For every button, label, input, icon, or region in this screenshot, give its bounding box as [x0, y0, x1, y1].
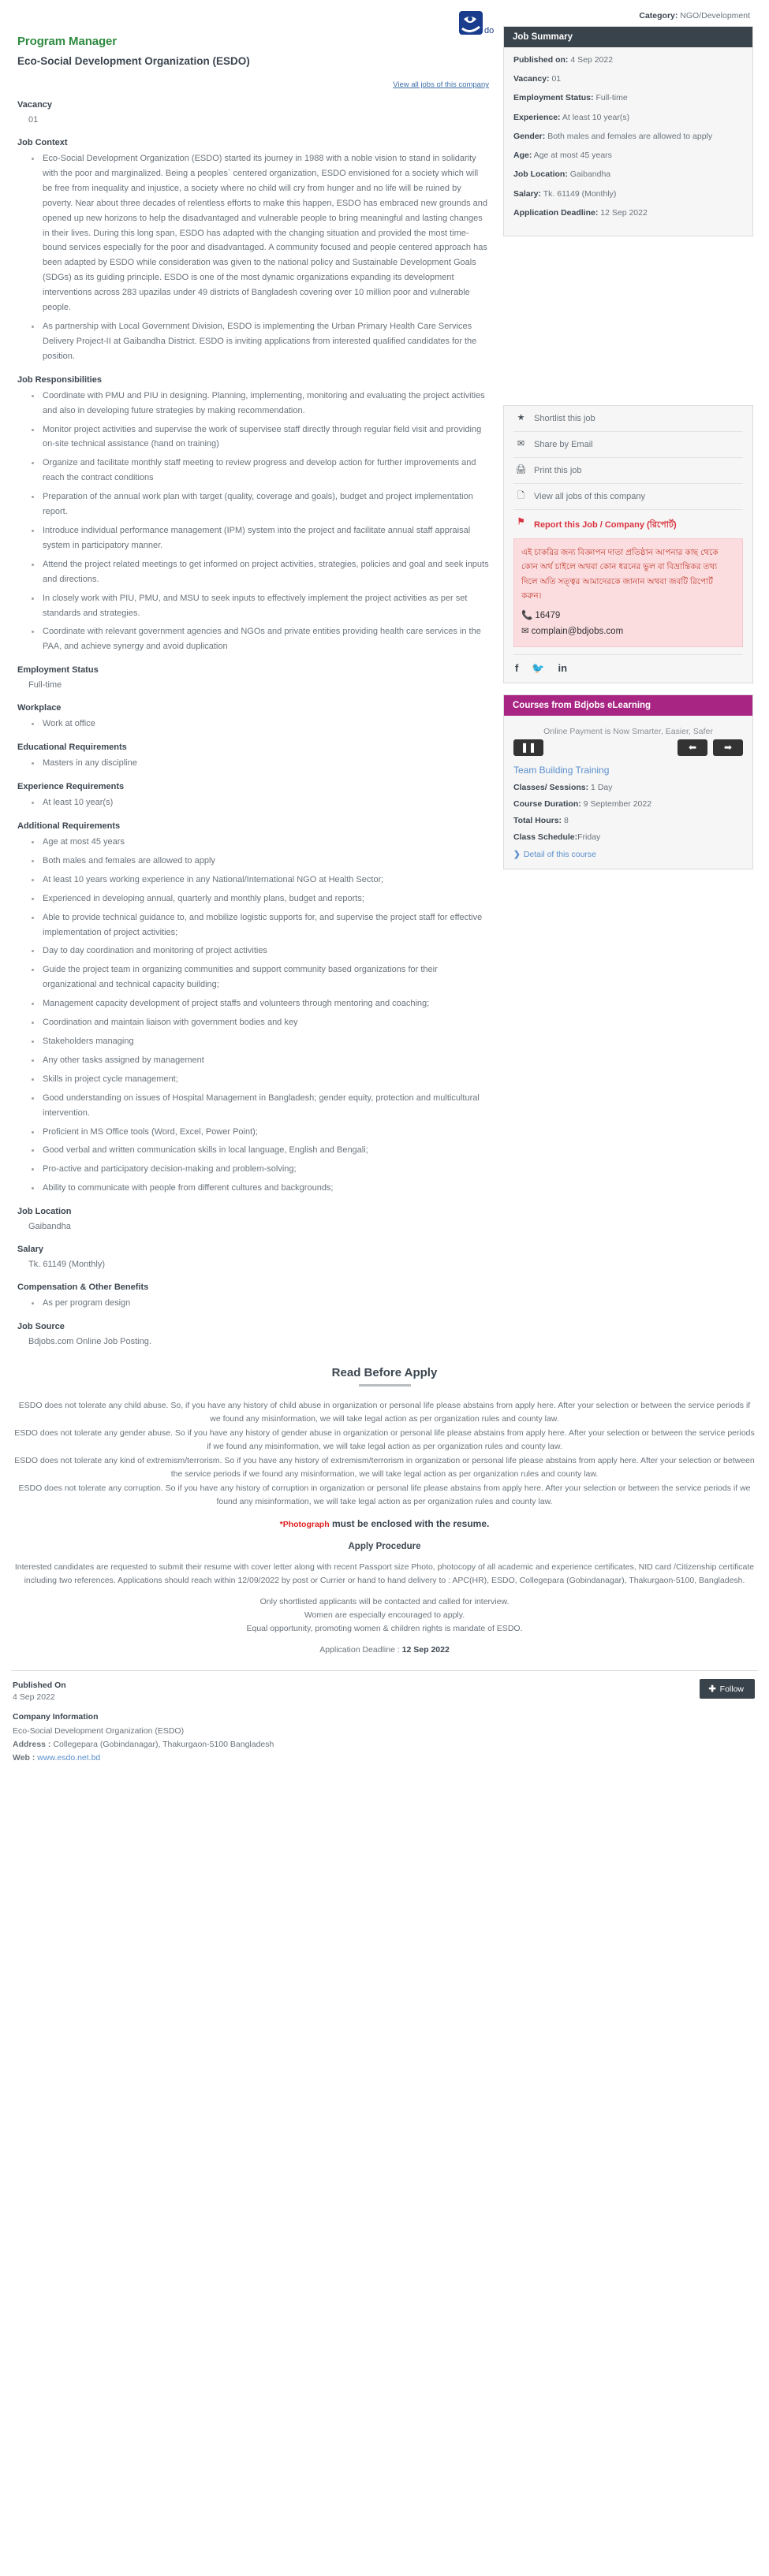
job-context-list	[17, 151, 489, 364]
list-item: • Age at most 45 years	[41, 835, 489, 850]
view-all-label: View all jobs of this company	[534, 491, 646, 501]
address-value: Collegepara (Gobindanagar), Thakurgaon-5100 Bangladesh	[50, 1739, 274, 1749]
report-phone-row	[521, 609, 735, 624]
summary-label: Application Deadline:	[513, 207, 599, 218]
job-responsibilities-heading: Job Responsibilities	[17, 374, 102, 385]
list-item: • Coordination and maintain liaison with government bodies and key	[41, 1015, 489, 1030]
summary-row	[513, 188, 743, 200]
list-item: • Eco-Social Development Organization (ESDO) started its journey in 1988 with a noble vision to stand in solidarity with the poor and marginalized. Being a peoples` centered organization, ESDO envisioned for a society which will be free from inequality and injustice, a society where no child will cry from hunger and no life will be ruined by poverty. Near about three decades of relentless efforts to make this happen, ESDO has embraced new grounds and opened up new horizons to help the disadvantaged and vulnerable people to bring meaningful and lasting changes in their lives. During this long span, ESDO has adapted with the changing situation and provided the most time-bound services especially for the poor and disadvantaged. A community focused and people centered approach has been adapted by ESDO while consideration was given to the national policy and Sustainable Development Goals (SDGs) as its guiding principle. ESDO is one of the most dynamic organizations expanding its development interventions across 283 upazilas under 49 districts of Bangladesh covering over 10 million poor and vulnerable people.	[41, 151, 489, 315]
educational-requirements-list	[17, 756, 489, 771]
list-item: • Introduce individual performance management (IPM) system into the project and facilitate annual staff appraisal system in participatory manner.	[41, 523, 489, 553]
list-item: • Both males and females are allowed to apply	[41, 854, 489, 869]
page-title: Program Manager	[17, 35, 118, 48]
star-icon: ★	[517, 412, 525, 423]
course-name-link[interactable]: Team Building Training	[513, 764, 610, 776]
list-item: • Good understanding on issues of Hospital Management in Bangladesh; gender equity, protection and multicultural intervention.	[41, 1091, 489, 1121]
summary-value: 01	[551, 74, 562, 84]
report-notice-box	[513, 538, 743, 647]
apply-procedure-paragraph: Interested candidates are requested to submit their resume with cover letter along with recent Passport size Photo, photocopy of all academic and experience certificates, NID card /Citizenship certificate including two references. Applications should reach within 12/09/2022 by post or Currier or hand to hand delivery to : APC(HR), ESDO, Collegepara (Gobindanagar), Thakurgaon-5100, Bangladesh.	[14, 1562, 755, 1586]
apply-note-2: Women are especially encouraged to apply.	[304, 1610, 465, 1621]
title-block	[17, 26, 495, 67]
report-email: complain@bdjobs.com	[531, 627, 624, 637]
summary-row	[513, 131, 743, 143]
list-item: • At least 10 year(s)	[41, 795, 489, 810]
application-deadline	[14, 1645, 755, 1655]
experience-requirements-heading: Experience Requirements	[17, 782, 125, 792]
course-row	[513, 799, 743, 809]
print-job-button[interactable]	[513, 458, 743, 484]
report-email-row	[521, 624, 735, 640]
list-item: • Work at office	[41, 717, 489, 731]
report-label: Report this Job / Company (রিপোর্ট)	[534, 519, 677, 530]
summary-value: 12 Sep 2022	[600, 207, 648, 218]
job-category	[503, 11, 750, 20]
list-item: • Coordinate with relevant government agencies and NGOs and private entities providing health care services in the PAA, and achieve synergy and avoid duplication	[41, 624, 489, 654]
compensation-list	[17, 1296, 489, 1311]
view-all-jobs-button[interactable]	[513, 484, 743, 510]
job-location-value: Gaibandha	[28, 1222, 71, 1232]
report-contact	[521, 609, 735, 639]
course-label: Classes/ Sessions:	[513, 782, 589, 792]
list-item: • Skills in project cycle management;	[41, 1072, 489, 1087]
list-item: • In closely work with PIU, PMU, and MSU to seek inputs to effectively implement the project activities as per set standards and strategies.	[41, 591, 489, 621]
footer-company-name: Eco-Social Development Organization (ESDO)	[13, 1726, 185, 1737]
published-on-label: Published On	[13, 1681, 66, 1691]
list-item: • Preparation of the annual work plan with target (quality, coverage and goals), budget and project implementation report.	[41, 490, 489, 519]
list-item: • Attend the project related meetings to get informed on project activities, strategies, policies and goal and seek inputs and directions.	[41, 557, 489, 587]
list-item: • Pro-active and participatory decision-making and problem-solving;	[41, 1162, 489, 1177]
footer-web	[13, 1751, 756, 1765]
pause-button[interactable]: ❚❚	[513, 739, 543, 756]
report-phone: 16479	[535, 611, 561, 621]
photograph-required-label: *Photograph	[279, 1520, 330, 1530]
next-arrow-icon[interactable]: ➡	[713, 739, 743, 756]
job-summary-body	[504, 47, 752, 236]
elearning-carousel-controls	[513, 738, 743, 761]
summary-label: Experience:	[513, 112, 561, 122]
carousel-nav	[678, 739, 743, 756]
elearning-title: Courses from Bdjobs eLearning	[504, 695, 752, 716]
web-label: Web :	[13, 1752, 35, 1763]
plus-icon: ✚	[708, 1684, 716, 1695]
read-before-apply-section	[0, 1350, 769, 1655]
job-sidebar	[497, 6, 760, 880]
list-item: • Ability to communicate with people from different cultures and backgrounds;	[41, 1181, 489, 1196]
sidebar-gap	[503, 248, 753, 405]
rba-paragraph: ESDO does not tolerate any gender abuse. So if you have any history of gender abuse in organization or personal life please abstains from apply here. After your selection or between the service periods if we found any misinformation, we will take legal action as per organization rules and county law.	[14, 1428, 755, 1452]
list-item: • Proficient in MS Office tools (Word, Excel, Power Point);	[41, 1125, 489, 1140]
title-divider	[359, 1384, 411, 1387]
company-name: Eco-Social Development Organization (ESDO)	[17, 55, 250, 67]
address-label: Address :	[13, 1739, 51, 1749]
course-detail-label: Detail of this course	[523, 849, 597, 859]
list-item: • Organize and facilitate monthly staff meeting to review progress and develop action for further improvements and reach the contract conditions	[41, 456, 489, 486]
print-label: Print this job	[534, 465, 582, 475]
job-source-value: Bdjobs.com Online Job Posting.	[28, 1337, 151, 1347]
summary-label: Age:	[513, 151, 532, 161]
course-label: Class Schedule:	[513, 832, 578, 842]
summary-value: 4 Sep 2022	[570, 55, 614, 65]
course-detail-link[interactable]	[513, 850, 743, 859]
job-context-heading: Job Context	[17, 138, 68, 148]
envelope-icon: ✉	[521, 627, 529, 637]
vacancy-value: 01	[28, 115, 39, 125]
summary-value: Gaibandha	[569, 169, 611, 180]
additional-requirements-heading: Additional Requirements	[17, 821, 121, 831]
facebook-icon[interactable]: f	[515, 661, 519, 674]
list-item: • Management capacity development of project staffs and volunteers through mentoring and coaching;	[41, 996, 489, 1011]
linkedin-icon[interactable]: in	[558, 661, 568, 674]
shortlist-job-button[interactable]	[513, 406, 743, 432]
course-value: Friday	[577, 832, 601, 842]
follow-company-button[interactable]	[700, 1679, 755, 1699]
elearning-body	[504, 716, 752, 869]
summary-row	[513, 207, 743, 219]
social-share-row	[513, 654, 743, 683]
job-source-heading: Job Source	[17, 1322, 65, 1332]
course-value: 8	[562, 815, 569, 825]
summary-label: Published on:	[513, 55, 569, 65]
follow-label: Follow	[719, 1684, 744, 1694]
rba-paragraph: ESDO does not tolerate any kind of extremism/terrorism. So if you have any history of extremism/terrorism in organization or personal life please abstains from apply here. After your selection or between the service periods if we found any misinformation, we will take legal action as per organization rules and county law.	[14, 1456, 755, 1480]
svg-text:do: do	[484, 26, 495, 35]
list-item: • Monitor project activities and supervise the work of supervisee staff directly through regular field visit and providing on-site technical assistance (hand on training)	[41, 423, 489, 452]
report-job-button[interactable]	[513, 510, 743, 537]
list-item: • Good verbal and written communication skills in local language, English and Bengali;	[41, 1143, 489, 1158]
rba-paragraph: ESDO does not tolerate any child abuse. So, if you have any history of child abuse in organization or personal life please abstains from apply here. After your selection or between the service periods if we found any misinformation, we will take legal action as per organization rules and county law.	[18, 1401, 751, 1424]
course-value: 9 September 2022	[580, 798, 652, 809]
summary-label: Gender:	[513, 131, 546, 141]
chevron-right-icon: ❯	[513, 849, 521, 859]
footer-address	[13, 1738, 756, 1751]
elearning-panel	[503, 694, 753, 869]
list-item: • At least 10 years working experience in any National/International NGO at Health Sector;	[41, 873, 489, 888]
view-all-jobs-link-top[interactable]	[17, 80, 489, 89]
company-website-link[interactable]: www.esdo.net.bd	[35, 1752, 101, 1763]
summary-value: Full-time	[595, 93, 628, 103]
job-responsibilities-list	[17, 389, 489, 655]
summary-label: Salary:	[513, 188, 542, 199]
deadline-label: Application Deadline :	[319, 1645, 402, 1655]
shortlist-label: Shortlist this job	[534, 413, 595, 423]
apply-note-3: Equal opportunity, promoting women & children rights is mandate of ESDO.	[246, 1624, 523, 1634]
summary-row	[513, 112, 743, 124]
job-detail-main	[8, 6, 497, 1350]
list-item: • Stakeholders managing	[41, 1034, 489, 1049]
course-label: Total Hours:	[513, 815, 562, 825]
apply-procedure-title: Apply Procedure	[348, 1542, 421, 1552]
published-on-value: 4 Sep 2022	[13, 1692, 55, 1703]
list-item: • As partnership with Local Government Division, ESDO is implementing the Urban Primary Health Care Services Delivery Project-II at Gaibandha District. ESDO is inviting applications from interested qualified candidates for the position.	[41, 319, 489, 364]
summary-row	[513, 169, 743, 181]
prev-arrow-icon[interactable]: ⬅	[678, 739, 707, 756]
summary-value: At least 10 year(s)	[562, 112, 630, 122]
course-row	[513, 832, 743, 842]
flag-icon: ⚑	[517, 516, 525, 527]
educational-requirements-heading: Educational Requirements	[17, 743, 127, 753]
summary-value: Age at most 45 years	[533, 151, 612, 161]
experience-requirements-list	[17, 795, 489, 810]
read-before-apply-title: Read Before Apply	[331, 1366, 438, 1380]
report-notice-text: এই চাকরির জন্য বিজ্ঞাপন দাতা প্রতিষ্ঠান আপনার কাছ থেকে কোন অর্থ চাইলে অথবা কোন ধরনের ভুল বা বিভ্রান্তিকর তথ্য দিলে অতি সত্ত্বর আমাদেরকে জানান অথবা জবটি রিপোর্ট করুন।	[521, 547, 719, 601]
list-item: • As per program design	[41, 1296, 489, 1311]
course-row	[513, 816, 743, 825]
vacancy-heading: Vacancy	[17, 100, 53, 110]
additional-requirements-list	[17, 835, 489, 1196]
rba-paragraph: ESDO does not tolerate any corruption. So if you have any history of corruption in organization or personal life please abstains from apply here. After your selection or between the service periods if we found any misinformation, we will take legal action as per organization rules and county law.	[18, 1483, 751, 1507]
summary-value: Tk. 61149 (Monthly)	[543, 188, 617, 199]
job-summary-title: Job Summary	[504, 27, 752, 47]
summary-row	[513, 54, 743, 66]
share-email-label: Share by Email	[534, 439, 593, 449]
course-row	[513, 783, 743, 792]
photograph-note	[14, 1518, 755, 1529]
list-item: • Able to provide technical guidance to, and mobilize logistic supports for, and supervise the project staff for effective implementation of project activities;	[41, 910, 489, 940]
copy-icon: 🗋	[517, 490, 524, 501]
employment-status-value: Full-time	[28, 680, 62, 691]
job-location-heading: Job Location	[17, 1207, 72, 1217]
company-information-label: Company Information	[13, 1712, 99, 1722]
job-category-label: Category:	[639, 11, 678, 20]
job-footer	[0, 1671, 769, 1777]
envelope-icon: ✉	[517, 438, 525, 449]
summary-label: Job Location:	[513, 169, 568, 180]
summary-row	[513, 150, 743, 162]
salary-heading: Salary	[17, 1245, 44, 1255]
job-summary-panel	[503, 26, 753, 236]
list-item: • Day to day coordination and monitoring of project activities	[41, 944, 489, 959]
course-value: 1 Day	[588, 782, 613, 792]
printer-icon: 🖨	[515, 464, 527, 475]
phone-icon: 📞	[521, 611, 533, 621]
summary-row	[513, 92, 743, 104]
employment-status-heading: Employment Status	[17, 665, 99, 676]
apply-note-1: Only shortlisted applicants will be contacted and called for interview.	[259, 1597, 510, 1607]
photograph-note-rest: must be enclosed with the resume.	[329, 1518, 490, 1530]
list-item: • Experienced in developing annual, quarterly and monthly plans, budget and reports;	[41, 892, 489, 906]
deadline-value: 12 Sep 2022	[401, 1645, 450, 1655]
list-item: • Any other tasks assigned by management	[41, 1053, 489, 1068]
job-actions-panel	[503, 405, 753, 683]
view-all-jobs-anchor[interactable]: View all jobs of this company	[393, 80, 489, 89]
company-logo	[448, 6, 498, 44]
list-item: • Guide the project team in organizing communities and support community based organizations for their organizational and technical capacity building;	[41, 962, 489, 992]
salary-value: Tk. 61149 (Monthly)	[28, 1260, 106, 1270]
summary-row	[513, 73, 743, 85]
summary-label: Employment Status:	[513, 93, 594, 103]
list-item: • Coordinate with PMU and PIU in designing. Planning, implementing, monitoring and evaluating the project activities and also in developing future strategies by making recommendation.	[41, 389, 489, 419]
workplace-heading: Workplace	[17, 703, 62, 713]
workplace-list	[17, 717, 489, 731]
twitter-icon[interactable]: 🐦	[532, 661, 545, 674]
elearning-promo: Online Payment is Now Smarter, Easier, Safer	[543, 726, 713, 736]
summary-value: Both males and females are allowed to apply	[547, 131, 713, 141]
list-item: • Masters in any discipline	[41, 756, 489, 771]
summary-label: Vacancy:	[513, 74, 550, 84]
job-category-value: NGO/Development	[680, 11, 750, 20]
course-label: Course Duration:	[513, 798, 581, 809]
share-by-email-button[interactable]	[513, 432, 743, 458]
compensation-heading: Compensation & Other Benefits	[17, 1282, 149, 1293]
